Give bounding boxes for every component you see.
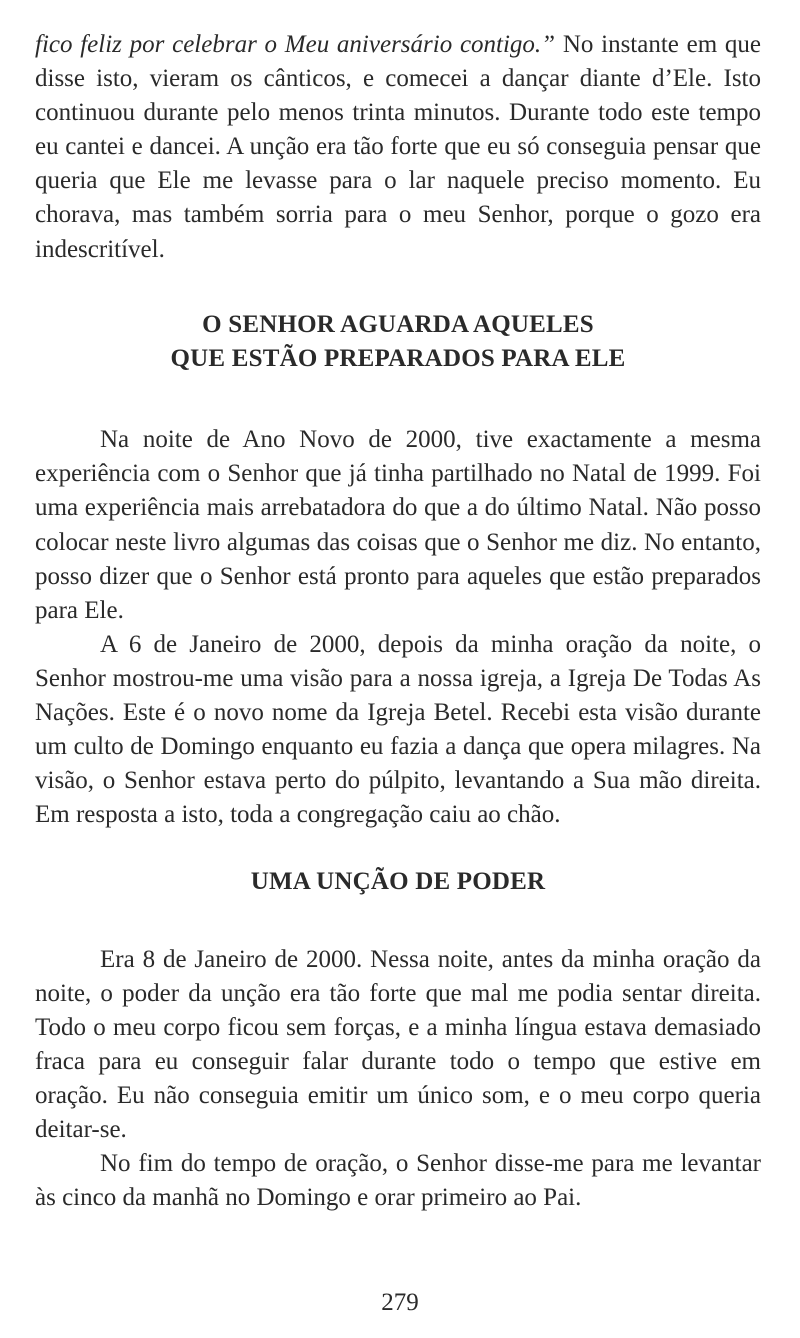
paragraph-ano-novo: Na noite de Ano Novo de 2000, tive exactamente a mesma experiência com o Senhor que já tinha partilhado no Natal de 1999. Foi uma experiência mais arrebatadora do que a do último Natal. Não posso colocar neste livro algumas das coisas que o Senhor me diz. No entanto, posso dizer que o Senhor está pronto para aqueles que estão preparados para Ele. <box>35 426 761 624</box>
section-heading-line-2: QUE ESTÃO PREPARADOS PARA ELE <box>170 344 626 372</box>
page-body <box>35 28 761 1215</box>
paragraph-oito-janeiro: Era 8 de Janeiro de 2000. Nessa noite, antes da minha oração da noite, o poder da unção era tão forte que mal me podia sentar direita. Todo o meu corpo ficou sem forças, e a minha língua estava demasiado fraca para eu conseguir falar durante todo o tempo que estive em oração. Eu não conseguia emitir um único som, e o meu corpo queria deitar-se. <box>35 945 761 1144</box>
opening-paragraph <box>35 28 761 267</box>
opening-paragraph-text: No instante em que disse isto, vieram os cânticos, e comecei a dançar diante d’Ele. Isto continuou durante pelo menos trinta minutos. Durante todo este tempo eu cantei e dancei. A unção era tão forte que eu só conseguia pensar que queria que Ele me levasse para o lar naquele preciso momento. Eu chorava, mas também sorria para o meu Senhor, porque o gozo era indescritível. <box>35 31 762 263</box>
opening-italic-quote: fico feliz por celebrar o Meu aniversário contigo.” <box>35 31 556 58</box>
section-heading-aguarda <box>35 308 761 377</box>
paragraph-fim-oracao: No fim do tempo de oração, o Senhor disse-me para me levantar às cinco da manhã no Domingo e orar primeiro ao Pai. <box>35 1150 761 1212</box>
paragraph-visao-igreja: A 6 de Janeiro de 2000, depois da minha oração da noite, o Senhor mostrou-me uma visão para a nossa igreja, a Igreja De Todas As Nações. Este é o novo nome da Igreja Betel. Recebi esta visão durante um culto de Domingo enquanto eu fazia a dança que opera milagres. Na visão, o Senhor estava perto do púlpito, levantando a Sua mão direita. Em resposta a isto, toda a congregação caiu ao chão. <box>35 630 761 829</box>
section-heading-line-1: O SENHOR AGUARDA AQUELES <box>202 310 594 338</box>
section-heading-uncao: UMA UNÇÃO DE PODER <box>250 868 546 896</box>
page-number: 279 <box>381 1289 419 1316</box>
